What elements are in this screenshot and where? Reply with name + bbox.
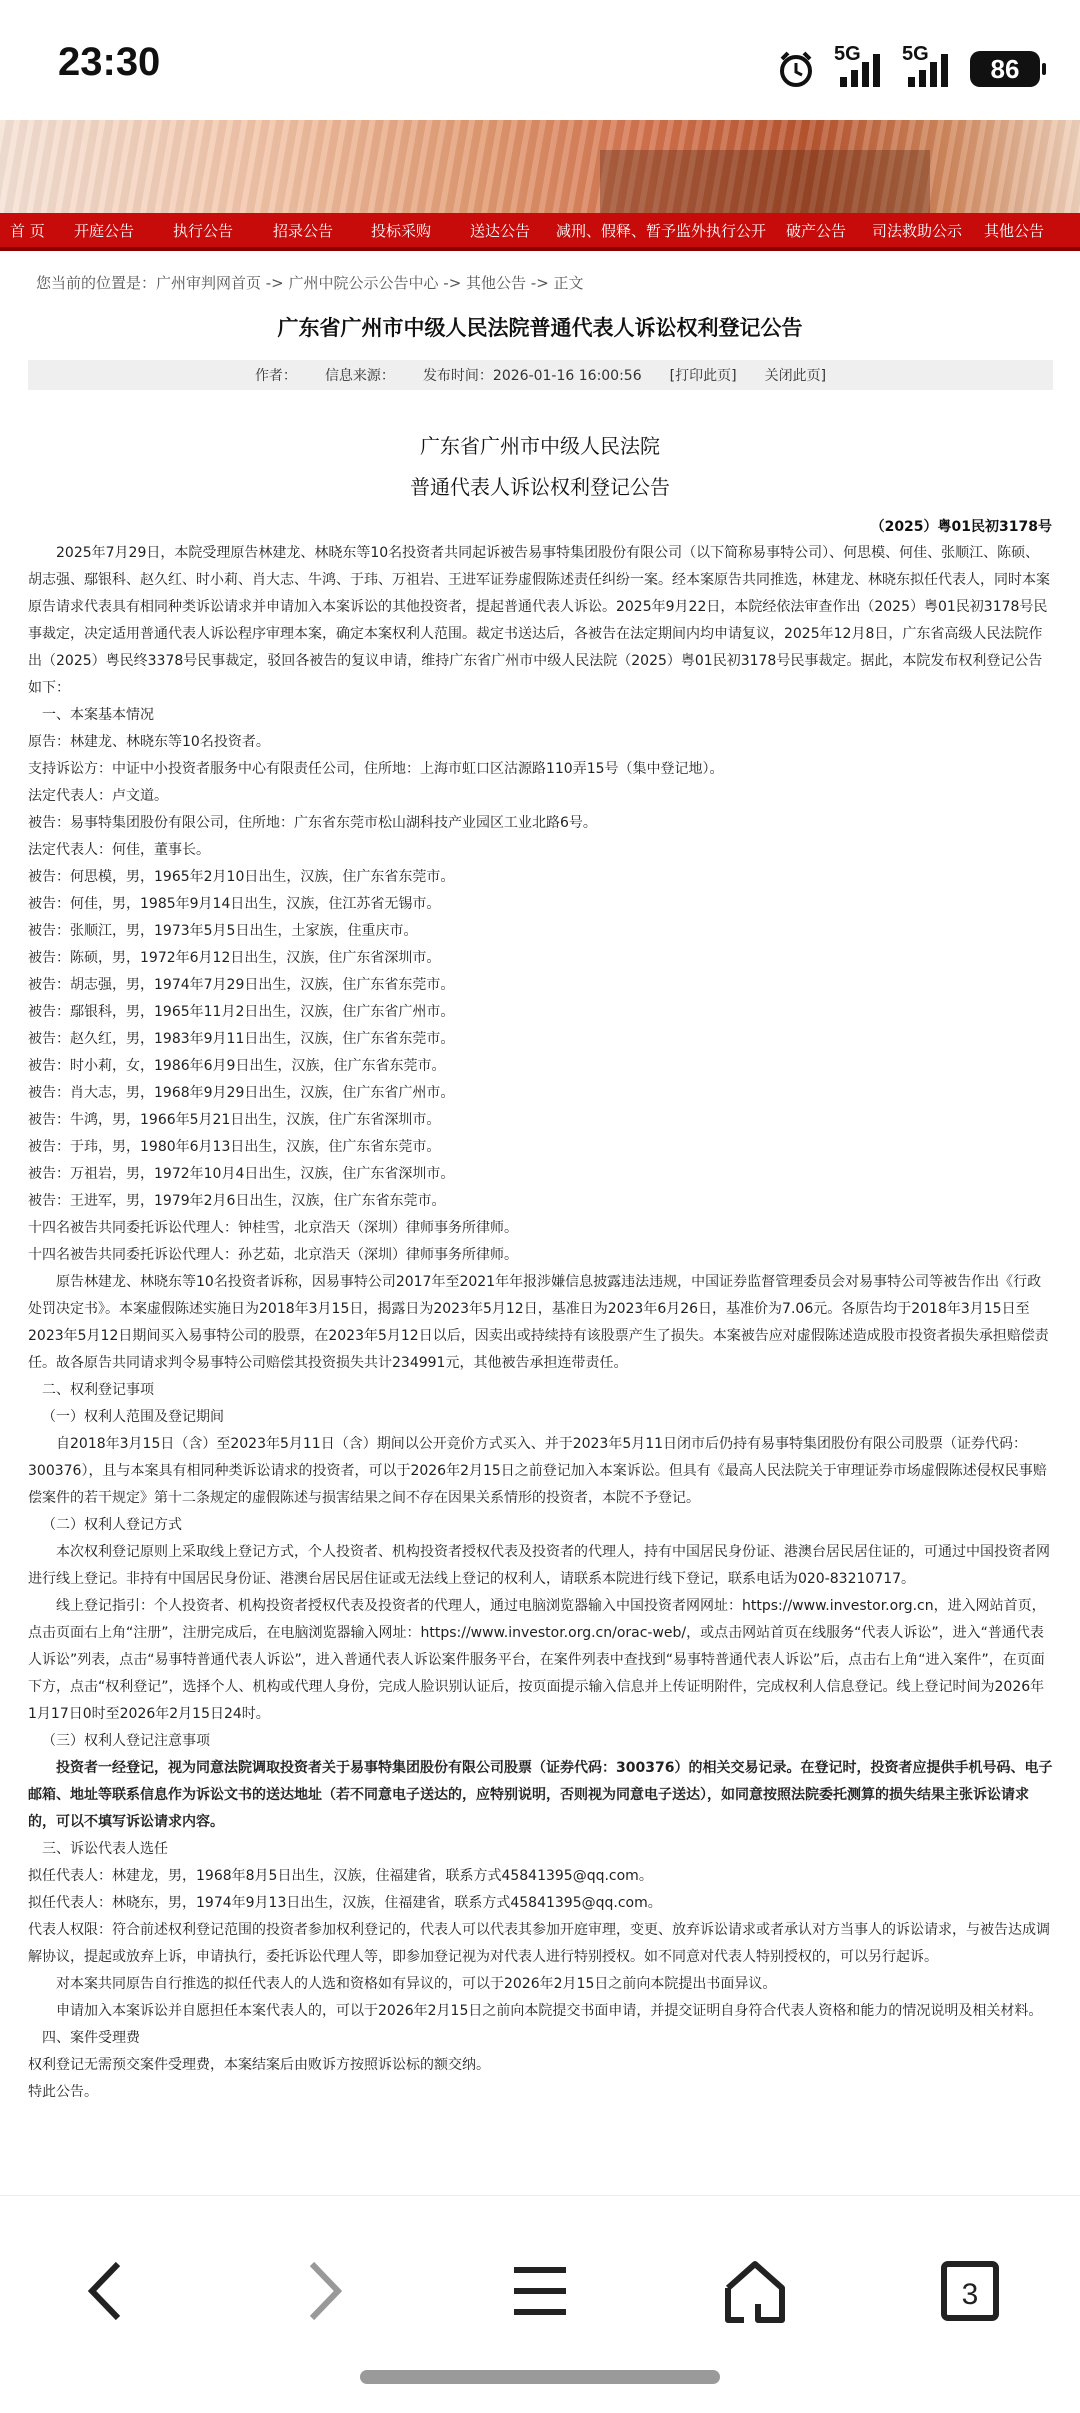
- case-number: （2025）粤01民初3178号: [870, 519, 1052, 535]
- doc-paragraph: 被告：何佳，男，1985年9月14日出生，汉族，住江苏省无锡市。: [28, 896, 441, 912]
- meta-publish-time: 发布时间：2026-01-16 16:00:56: [422, 368, 642, 384]
- nav-enforcement[interactable]: 执行公告: [173, 222, 234, 240]
- back-icon[interactable]: [80, 2256, 130, 2330]
- main-nav: [0, 213, 1080, 251]
- doc-paragraph: 十四名被告共同委托诉讼代理人：孙艺茹，北京浩天（深圳）律师事务所律师。: [28, 1247, 518, 1263]
- status-time: 23:30: [58, 40, 161, 84]
- doc-paragraph: 被告：肖大志，男，1968年9月29日出生，汉族，住广东省广州市。: [28, 1085, 455, 1101]
- alarm-icon: [776, 49, 816, 89]
- meta-source: 信息来源：: [324, 368, 395, 384]
- nav-service[interactable]: 送达公告: [470, 222, 531, 240]
- nav-procurement[interactable]: 投标采购: [371, 222, 432, 240]
- doc-paragraph: 申请加入本案诉讼并自愿担任本案代表人的，可以于2026年2月15日之前向本院提交书面申请，并提交证明自身符合代表人资格和能力的情况说明及相关材料。: [56, 2003, 1043, 2019]
- menu-icon[interactable]: [510, 2256, 570, 2330]
- doc-org: 广东省广州市中级人民法院: [420, 434, 660, 458]
- page-title: 广东省广州市中级人民法院普通代表人诉讼权利登记公告: [277, 316, 803, 340]
- breadcrumb[interactable]: 您当前的位置是：广州审判网首页 -> 广州中院公示公告中心 -> 其他公告 -> 正文: [36, 274, 584, 292]
- home-indicator: [360, 2370, 720, 2384]
- doc-paragraph: 拟任代表人：林建龙，男，1968年8月5日出生，汉族，住福建省，联系方式45841395@qq.com。: [28, 1868, 653, 1884]
- status-bar: [0, 0, 1080, 120]
- site-banner: [0, 120, 1080, 213]
- meta-author: 作者：: [254, 368, 297, 384]
- doc-paragraph: 代表人权限：符合前述权利登记范围的投资者参加权利登记的，代表人可以代表其参加开庭审理，变更、放弃诉讼请求或者承认对方当事人的诉讼请求，与被告达成调解协议，提起或放弃上诉，申请执行，委托诉讼代理人等，即参加登记视为对代表人进行特别授权。如不同意对代表人特别授权的，可以另行起诉。: [28, 1922, 1050, 1965]
- doc-paragraph: 原告：林建龙、林晓东等10名投资者。: [28, 734, 270, 750]
- nav-hearing[interactable]: 开庭公告: [74, 222, 135, 240]
- article-meta: [28, 360, 1053, 390]
- doc-paragraph: 被告：易事特集团股份有限公司，住所地：广东省东莞市松山湖科技产业园区工业北路6号。: [28, 815, 597, 831]
- doc-paragraph: 被告：赵久红，男，1983年9月11日出生，汉族，住广东省东莞市。: [28, 1031, 455, 1047]
- doc-paragraph: 三、诉讼代表人选任: [42, 1841, 168, 1857]
- doc-paragraph: 权利登记无需预交案件受理费，本案结案后由败诉方按照诉讼标的额交纳。: [28, 2057, 490, 2073]
- doc-paragraph: （三）权利人登记注意事项: [42, 1733, 210, 1749]
- forward-icon[interactable]: [300, 2256, 350, 2330]
- doc-paragraph: 特此公告。: [28, 2084, 98, 2100]
- tabs-count: 3: [961, 2278, 979, 2311]
- doc-paragraph: 被告：胡志强，男，1974年7月29日出生，汉族，住广东省东莞市。: [28, 977, 455, 993]
- doc-paragraph: 被告：时小莉，女，1986年6月9日出生，汉族，住广东省东莞市。: [28, 1058, 446, 1074]
- nav-recruitment[interactable]: 招录公告: [273, 222, 334, 240]
- doc-paragraph: 被告：鄢银科，男，1965年11月2日出生，汉族，住广东省广州市。: [28, 1004, 455, 1020]
- doc-paragraph: 拟任代表人：林晓东，男，1974年9月13日出生，汉族，住福建省，联系方式45841395@qq.com。: [28, 1895, 662, 1911]
- doc-paragraph: 一、本案基本情况: [42, 707, 154, 723]
- doc-paragraph: 被告：陈硕，男，1972年6月12日出生，汉族，住广东省深圳市。: [28, 950, 441, 966]
- doc-paragraph: 本次权利登记原则上采取线上登记方式，个人投资者、机构投资者授权代表及投资者的代理人，持有中国居民身份证、港澳台居民居住证的，可通过中国投资者网进行线上登记。非持有中国居民身份证、港澳台居民居住证或无法线上登记的权利人，请联系本院进行线下登记，联系电话为020-83210717。: [28, 1544, 1050, 1587]
- doc-name: 普通代表人诉讼权利登记公告: [410, 475, 670, 499]
- signal-icon-1: 5G: [834, 49, 884, 89]
- doc-paragraph: 被告：于玮，男，1980年6月13日出生，汉族，住广东省东莞市。: [28, 1139, 441, 1155]
- nav-home[interactable]: 首 页: [10, 222, 45, 240]
- doc-paragraph: 被告：牛鸿，男，1966年5月21日出生，汉族，住广东省深圳市。: [28, 1112, 441, 1128]
- close-link[interactable]: 关闭此页]: [764, 368, 827, 384]
- doc-paragraph: 原告林建龙、林晓东等10名投资者诉称，因易事特公司2017年至2021年年报涉嫌信息披露违法违规，中国证券监督管理委员会对易事特公司等被告作出《行政处罚决定书》。本案虚假陈述实施日为2018年3月15日，揭露日为2023年5月12日，基准日为2023年6月26日，基准价为7.06元。各原告均于2018年3月15日至2023年5月12日期间买入易事特公司的股票，在2023年5月12日以后，因卖出或持续持有该股票产生了损失。本案被告应对虚假陈述造成股市投资者损失承担赔偿责任。故各原告共同请求判令易事特公司赔偿其投资损失共计234991元，其他被告承担连带责任。: [28, 1274, 1049, 1371]
- signal-icon-2: 5G: [902, 49, 952, 89]
- print-link[interactable]: [打印此页]: [669, 368, 737, 384]
- doc-paragraph: 自2018年3月15日（含）至2023年5月11日（含）期间以公开竞价方式买入、并于2023年5月11日闭市后仍持有易事特集团股份有限公司股票（证券代码：300376），且与本案具有相同种类诉讼请求的投资者，可以于2026年2月15日之前登记加入本案诉讼。但具有《最高人民法院关于审理证券市场虚假陈述侵权民事赔偿案件的若干规定》第十二条规定的虚假陈述与损害结果之间不存在因果关系情形的投资者，本院不予登记。: [28, 1436, 1047, 1506]
- doc-paragraph: （一）权利人范围及登记期间: [42, 1409, 224, 1425]
- tabs-icon[interactable]: [940, 2256, 1000, 2330]
- nav-other[interactable]: 其他公告: [984, 222, 1045, 240]
- doc-paragraph: 2025年7月29日，本院受理原告林建龙、林晓东等10名投资者共同起诉被告易事特集团股份有限公司（以下简称易事特公司）、何思模、何佳、张顺江、陈硕、胡志强、鄢银科、赵久红、时小莉、肖大志、牛鸿、于玮、万祖岩、王进军证券虚假陈述责任纠纷一案。经本案原告共同推选，林建龙、林晓东拟任代表人，同时本案原告请求代表具有相同种类诉讼请求并申请加入本案诉讼的其他投资者，提起普通代表人诉讼。2025年9月22日，本院经依法审查作出（2025）粤01民初3178号民事裁定，决定适用普通代表人诉讼程序审理本案，确定本案权利人范围。裁定书送达后，各被告在法定期间内均申请复议，2025年12月8日，广东省高级人民法院作出（2025）粤民终3378号民事裁定，驳回各被告的复议申请，维持广东省广州市中级人民法院（2025）粤01民初3178号民事裁定。据此，本院发布权利登记公告如下：: [28, 545, 1050, 696]
- doc-paragraph: 线上登记指引：个人投资者、机构投资者授权代表及投资者的代理人，通过电脑浏览器输入中国投资者网网址：https://www.investor.org.cn，进入网站首页，点击页面右上角“注册”，注册完成后，在电脑浏览器输入网址：https://www.investor.org.cn/orac-web/，或点击网站首页在线服务“代表人诉讼”，进入“普通代表人诉讼”列表，点击“易事特普通代表人诉讼”，进入普通代表人诉讼案件服务平台，在案件列表中查找到“易事特普通代表人诉讼”后，点击右上角“进入案件”，在页面下方，点击“权利登记”，选择个人、机构或代理人身份，完成人脸识别认证后，按页面提示输入信息并上传证明附件，完成权利人信息登记。线上登记时间为2026年1月17日0时至2026年2月15日24时。: [28, 1598, 1046, 1722]
- document-body: [28, 540, 1053, 2106]
- doc-paragraph: 投资者一经登记，视为同意法院调取投资者关于易事特集团股份有限公司股票（证券代码：300376）的相关交易记录。在登记时，投资者应提供手机号码、电子邮箱、地址等联系信息作为诉讼文书的送达地址（若不同意电子送达的，应特别说明，否则视为同意电子送达），如同意按照法院委托测算的损失结果主张诉讼请求的，可以不填写诉讼请求内容。: [28, 1760, 1053, 1830]
- nav-judicial-aid[interactable]: 司法救助公示: [872, 222, 963, 240]
- doc-paragraph: 法定代表人：何佳，董事长。: [28, 842, 210, 858]
- doc-paragraph: 法定代表人：卢文道。: [28, 788, 168, 804]
- doc-paragraph: 十四名被告共同委托诉讼代理人：钟桂雪，北京浩天（深圳）律师事务所律师。: [28, 1220, 518, 1236]
- doc-paragraph: （二）权利人登记方式: [42, 1517, 182, 1533]
- doc-paragraph: 四、案件受理费: [42, 2030, 140, 2046]
- home-icon[interactable]: [720, 2256, 790, 2330]
- nav-bankruptcy[interactable]: 破产公告: [786, 222, 847, 240]
- doc-paragraph: 被告：张顺江，男，1973年5月5日出生，土家族，住重庆市。: [28, 923, 418, 939]
- doc-paragraph: 被告：万祖岩，男，1972年10月4日出生，汉族，住广东省深圳市。: [28, 1166, 455, 1182]
- doc-paragraph: 被告：何思模，男，1965年2月10日出生，汉族，住广东省东莞市。: [28, 869, 455, 885]
- doc-paragraph: 二、权利登记事项: [42, 1382, 154, 1398]
- nav-commutation[interactable]: 减刑、假释、暂予监外执行公开: [556, 222, 767, 240]
- doc-paragraph: 对本案共同原告自行推选的拟任代表人的人选和资格如有异议的，可以于2026年2月15日之前向本院提出书面异议。: [56, 1976, 777, 1992]
- battery-icon: 86: [970, 51, 1040, 87]
- doc-paragraph: 被告：王进军，男，1979年2月6日出生，汉族，住广东省东莞市。: [28, 1193, 446, 1209]
- doc-paragraph: 支持诉讼方：中证中小投资者服务中心有限责任公司，住所地：上海市虹口区沽源路110弄15号（集中登记地）。: [28, 761, 724, 777]
